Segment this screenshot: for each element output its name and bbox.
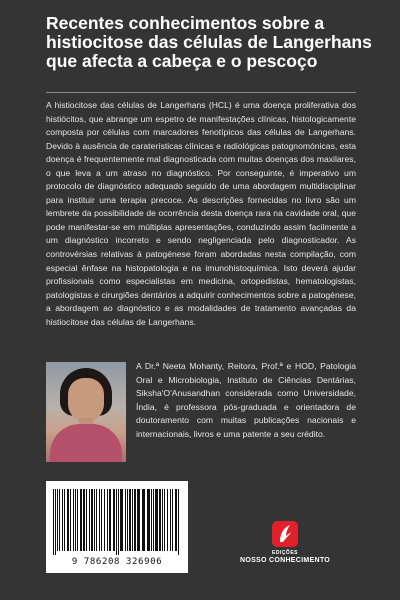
publisher-logo-icon xyxy=(272,521,298,547)
barcode-bars xyxy=(53,489,181,555)
book-title: Recentes conhecimentos sobre a histiocitose das células de Langerhans que afecta a cabeça e o pescoço xyxy=(46,13,372,71)
author-photo xyxy=(46,362,126,462)
author-bio: A Dr.ª Neeta Mohanty, Reitora, Prof.ª e HOD, Patologia Oral e Microbiologia, Instituto de Ciências Dentárias, Siksha'O'Anusandhan considerada como Universidade, Índia, é professora pós-graduada e orientadora de doutoramento com muitas publicações nacionais e internacionais, livros e uma patente a seu crédito. xyxy=(136,361,356,439)
isbn-number: 9 786208 326906 xyxy=(71,557,163,567)
publisher-name: NOSSO CONHECIMENTO xyxy=(239,557,331,564)
publisher-label: EDIÇÕES xyxy=(271,550,298,556)
isbn-barcode xyxy=(46,481,188,573)
book-description: A histiocitose das células de Langerhans (HCL) é uma doença proliferativa dos histiócitos, que abrange um espetro de manifestações clínicas, histologicamente composta por células com marcadores fenotípicos das células de Langerhans. Devido à ausência de caraterísticas clínicas e radiológicas patognomónicas, esta doença é frequentemente mal diagnosticada com muitas doenças dos maxilares, o que leva a um atraso no diagnóstico. Por conseguinte, é imperativo um protocolo de diagnóstico adequado seguido de uma abordagem multidisciplinar para instituir uma terapia precoce. As descrições fornecidas no livro são um lembrete da possibilidade de ocorrência desta doença rara na cavidade oral, que pode manifestar-se em múltiplas apresentações, conduzindo assim facilmente a um diagnóstico incorreto e sendo negligenciada pelo diagnosticador. As controvérsias relativas à patogénese foram abordadas nesta compilação, com especial ênfase na histopatologia e na imunohistoquímica. Isto deverá ajudar profissionais como especialistas em medicina, ortopedistas, hematologistas, patologistas e cirurgiões dentários a adquirir conhecimentos sobre a patogénese, a abordagem ao diagnóstico e as modalidades de tratamento avançadas da histiocitose das células de Langerhans. xyxy=(46,100,356,327)
title-divider xyxy=(46,92,356,93)
